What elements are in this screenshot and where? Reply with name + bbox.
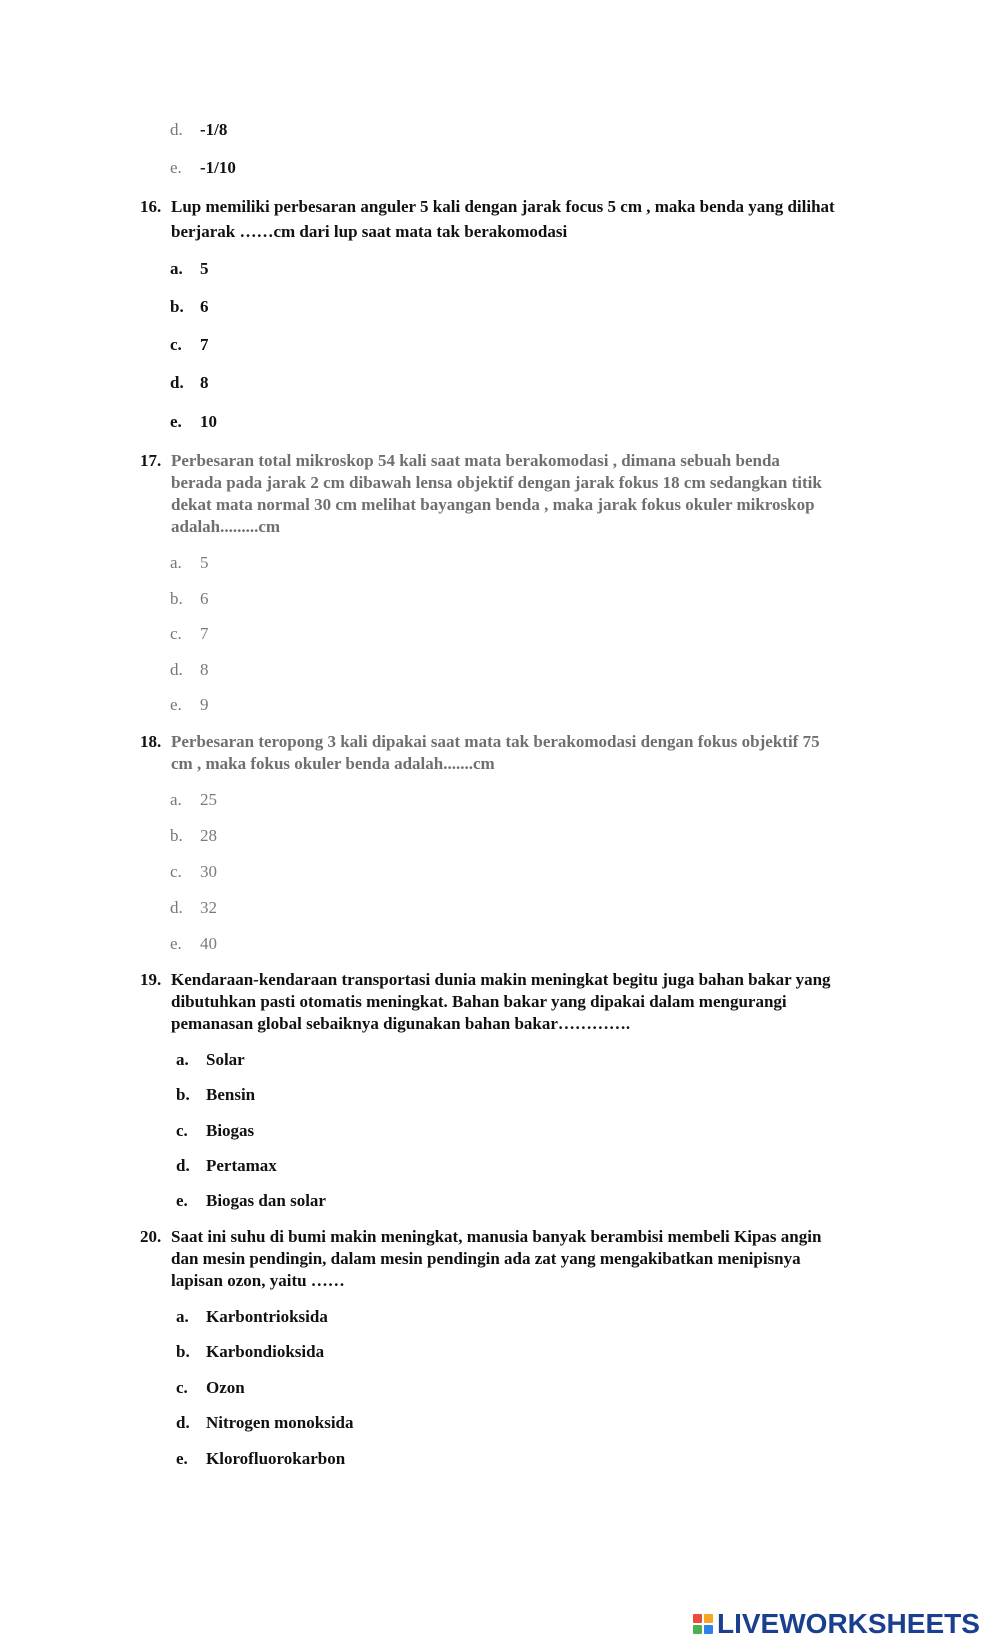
option-letter: e. — [170, 695, 182, 714]
option-letter: e. — [170, 412, 182, 431]
liveworksheets-logo[interactable] — [693, 1609, 980, 1639]
option-letter: a. — [170, 553, 182, 572]
logo-square-icon — [704, 1614, 713, 1623]
question-text — [171, 969, 891, 1035]
question-number: 18. — [140, 732, 162, 751]
question-number: 16. — [140, 197, 162, 216]
question-line: berada pada jarak 2 cm dibawah lensa objektif dengan jarak fokus 18 cm sedangkan titik — [171, 473, 822, 492]
option-text: Karbondioksida — [206, 1342, 325, 1361]
option-text: 9 — [200, 695, 209, 714]
logo-square-icon — [693, 1625, 702, 1634]
option-text: 28 — [200, 826, 217, 845]
option-letter: d. — [170, 898, 183, 917]
option-letter: b. — [176, 1085, 190, 1104]
option-letter: e. — [176, 1191, 188, 1210]
option-text: 7 — [200, 624, 209, 643]
option-letter: b. — [170, 297, 184, 316]
question-text — [171, 196, 891, 243]
question-text — [171, 1226, 891, 1292]
option-letter: a. — [170, 259, 183, 278]
question-line: dibutuhkan pasti otomatis meningkat. Bahan bakar yang dipakai dalam mengurangi — [171, 992, 787, 1011]
question-line: Perbesaran teropong 3 kali dipakai saat mata tak berakomodasi dengan fokus objektif 75 — [171, 732, 820, 751]
option-letter: b. — [170, 826, 183, 845]
option-text: Solar — [206, 1050, 245, 1069]
logo-text: LIVEWORKSHEETS — [717, 1608, 980, 1639]
option-text: Bensin — [206, 1085, 256, 1104]
option-text: -1/10 — [200, 158, 236, 177]
question-text — [171, 731, 891, 775]
option-text: Biogas dan solar — [206, 1191, 326, 1210]
option-text: 10 — [200, 412, 217, 431]
option-letter: d. — [170, 373, 184, 392]
option-text: -1/8 — [200, 120, 228, 139]
option-text: Nitrogen monoksida — [206, 1413, 354, 1432]
question-number: 17. — [140, 451, 162, 470]
option-text: Pertamax — [206, 1156, 277, 1175]
question-line: Lup memiliki perbesaran anguler 5 kali dengan jarak focus 5 cm , maka benda yang dilihat — [171, 197, 835, 216]
option-letter: d. — [176, 1156, 190, 1175]
option-letter: a. — [176, 1050, 189, 1069]
option-letter: a. — [176, 1307, 189, 1326]
option-text: Ozon — [206, 1378, 245, 1397]
question-line: berjarak ……cm dari lup saat mata tak berakomodasi — [171, 222, 568, 241]
option-letter: c. — [176, 1121, 188, 1140]
question-line: lapisan ozon, yaitu …… — [171, 1271, 345, 1290]
question-line: Kendaraan-kendaraan transportasi dunia makin meningkat begitu juga bahan bakar yang — [171, 970, 831, 989]
option-text: 40 — [200, 934, 217, 953]
option-text: 5 — [200, 553, 209, 572]
question-number: 20. — [140, 1227, 162, 1246]
option-letter: a. — [170, 790, 182, 809]
logo-square-icon — [693, 1614, 702, 1623]
option-text: 8 — [200, 660, 209, 679]
option-letter: e. — [170, 158, 182, 177]
option-letter: b. — [176, 1342, 190, 1361]
option-letter: e. — [170, 934, 182, 953]
option-letter: d. — [170, 120, 183, 139]
option-text: 25 — [200, 790, 217, 809]
question-line: Saat ini suhu di bumi makin meningkat, manusia banyak berambisi membeli Kipas angin — [171, 1227, 822, 1246]
option-text: 6 — [200, 297, 209, 316]
question-number: 19. — [140, 970, 162, 989]
option-text: Biogas — [206, 1121, 255, 1140]
option-text: Karbontrioksida — [206, 1307, 328, 1326]
question-text — [171, 450, 891, 538]
option-text: 5 — [200, 259, 209, 278]
option-letter: c. — [170, 335, 182, 354]
option-letter: c. — [170, 862, 182, 881]
option-letter: e. — [176, 1449, 188, 1468]
option-text: Klorofluorokarbon — [206, 1449, 346, 1468]
question-line: adalah.........cm — [171, 517, 281, 536]
option-letter: d. — [176, 1413, 190, 1432]
logo-grid-icon — [693, 1614, 713, 1634]
option-text: 7 — [200, 335, 209, 354]
option-text: 32 — [200, 898, 217, 917]
option-letter: c. — [176, 1378, 188, 1397]
option-letter: d. — [170, 660, 183, 679]
question-line: dekat mata normal 30 cm melihat bayangan benda , maka jarak fokus okuler mikroskop — [171, 495, 815, 514]
question-line: dan mesin pendingin, dalam mesin pendingin ada zat yang mengakibatkan menipisnya — [171, 1249, 801, 1268]
logo-square-icon — [704, 1625, 713, 1634]
question-line: pemanasan global sebaiknya digunakan bahan bakar…………. — [171, 1014, 631, 1033]
question-line: Perbesaran total mikroskop 54 kali saat mata berakomodasi , dimana sebuah benda — [171, 451, 780, 470]
question-line: cm , maka fokus okuler benda adalah.......cm — [171, 754, 495, 773]
option-letter: c. — [170, 624, 182, 643]
option-text: 6 — [200, 589, 209, 608]
option-letter: b. — [170, 589, 183, 608]
option-text: 30 — [200, 862, 217, 881]
option-text: 8 — [200, 373, 209, 392]
